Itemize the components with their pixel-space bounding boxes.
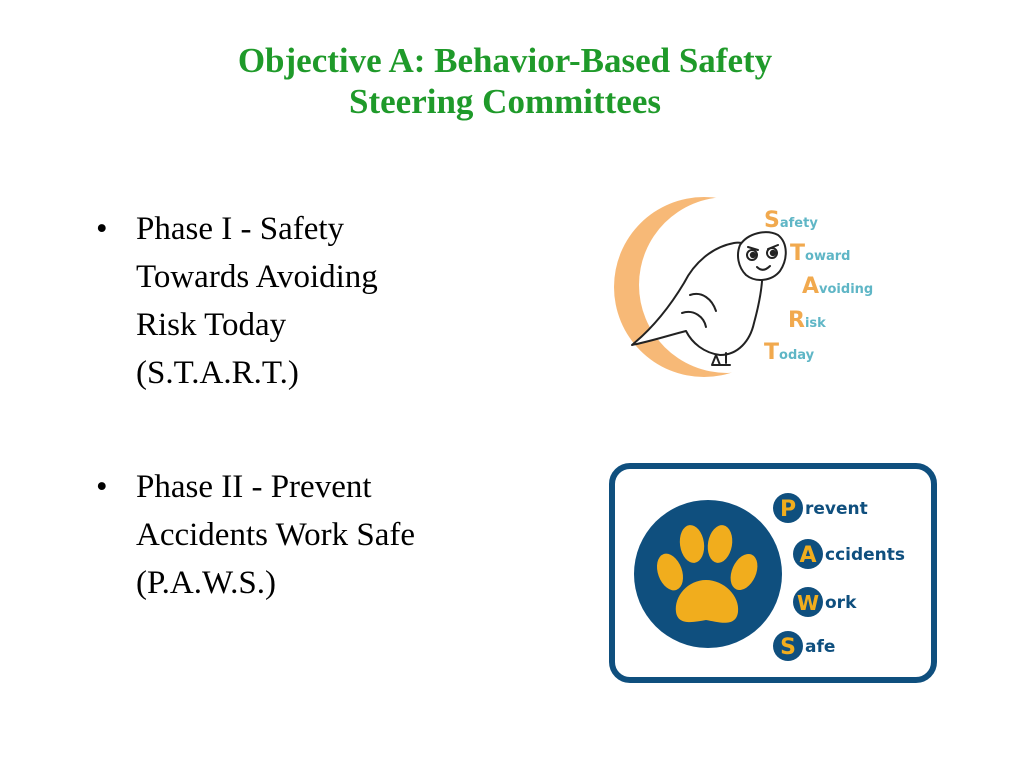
bullet-2-line-2: Accidents Work Safe	[136, 517, 415, 553]
bullet-marker: •	[96, 211, 108, 247]
start-word-toward: Toward	[790, 241, 851, 266]
bullet-1-line-3: Risk Today	[136, 307, 287, 343]
bullet-item-phase-1	[96, 205, 378, 397]
start-word-today: Today	[764, 340, 815, 365]
bullet-item-phase-2	[96, 463, 415, 607]
start-word-risk: Risk	[788, 308, 826, 333]
paw-circle	[634, 500, 782, 648]
svg-text:P: P	[779, 497, 797, 522]
bullet-1-line-1: Phase I - Safety	[136, 211, 345, 247]
start-word-safety: Safety	[764, 208, 818, 233]
slide-title-line-1: Objective A: Behavior-Based Safety	[237, 41, 773, 80]
paws-logo	[608, 462, 938, 684]
slide-title	[0, 40, 1010, 122]
bullet-marker: •	[96, 469, 108, 505]
svg-text:A: A	[799, 543, 817, 568]
bullet-1-line-4: (S.T.A.R.T.)	[136, 355, 299, 391]
svg-text:revent: revent	[805, 499, 868, 519]
svg-text:S: S	[780, 635, 796, 660]
start-logo	[612, 195, 942, 380]
svg-text:ccidents: ccidents	[825, 545, 906, 565]
svg-text:afe: afe	[805, 637, 836, 657]
start-word-avoiding: Avoiding	[802, 274, 874, 299]
bullet-2-line-1: Phase II - Prevent	[136, 469, 372, 505]
slide-title-line-2: Steering Committees	[349, 82, 661, 121]
svg-text:W: W	[796, 591, 820, 615]
svg-text:ork: ork	[825, 593, 857, 613]
bullet-2-line-3: (P.A.W.S.)	[136, 565, 276, 601]
bullet-1-line-2: Towards Avoiding	[136, 259, 378, 295]
